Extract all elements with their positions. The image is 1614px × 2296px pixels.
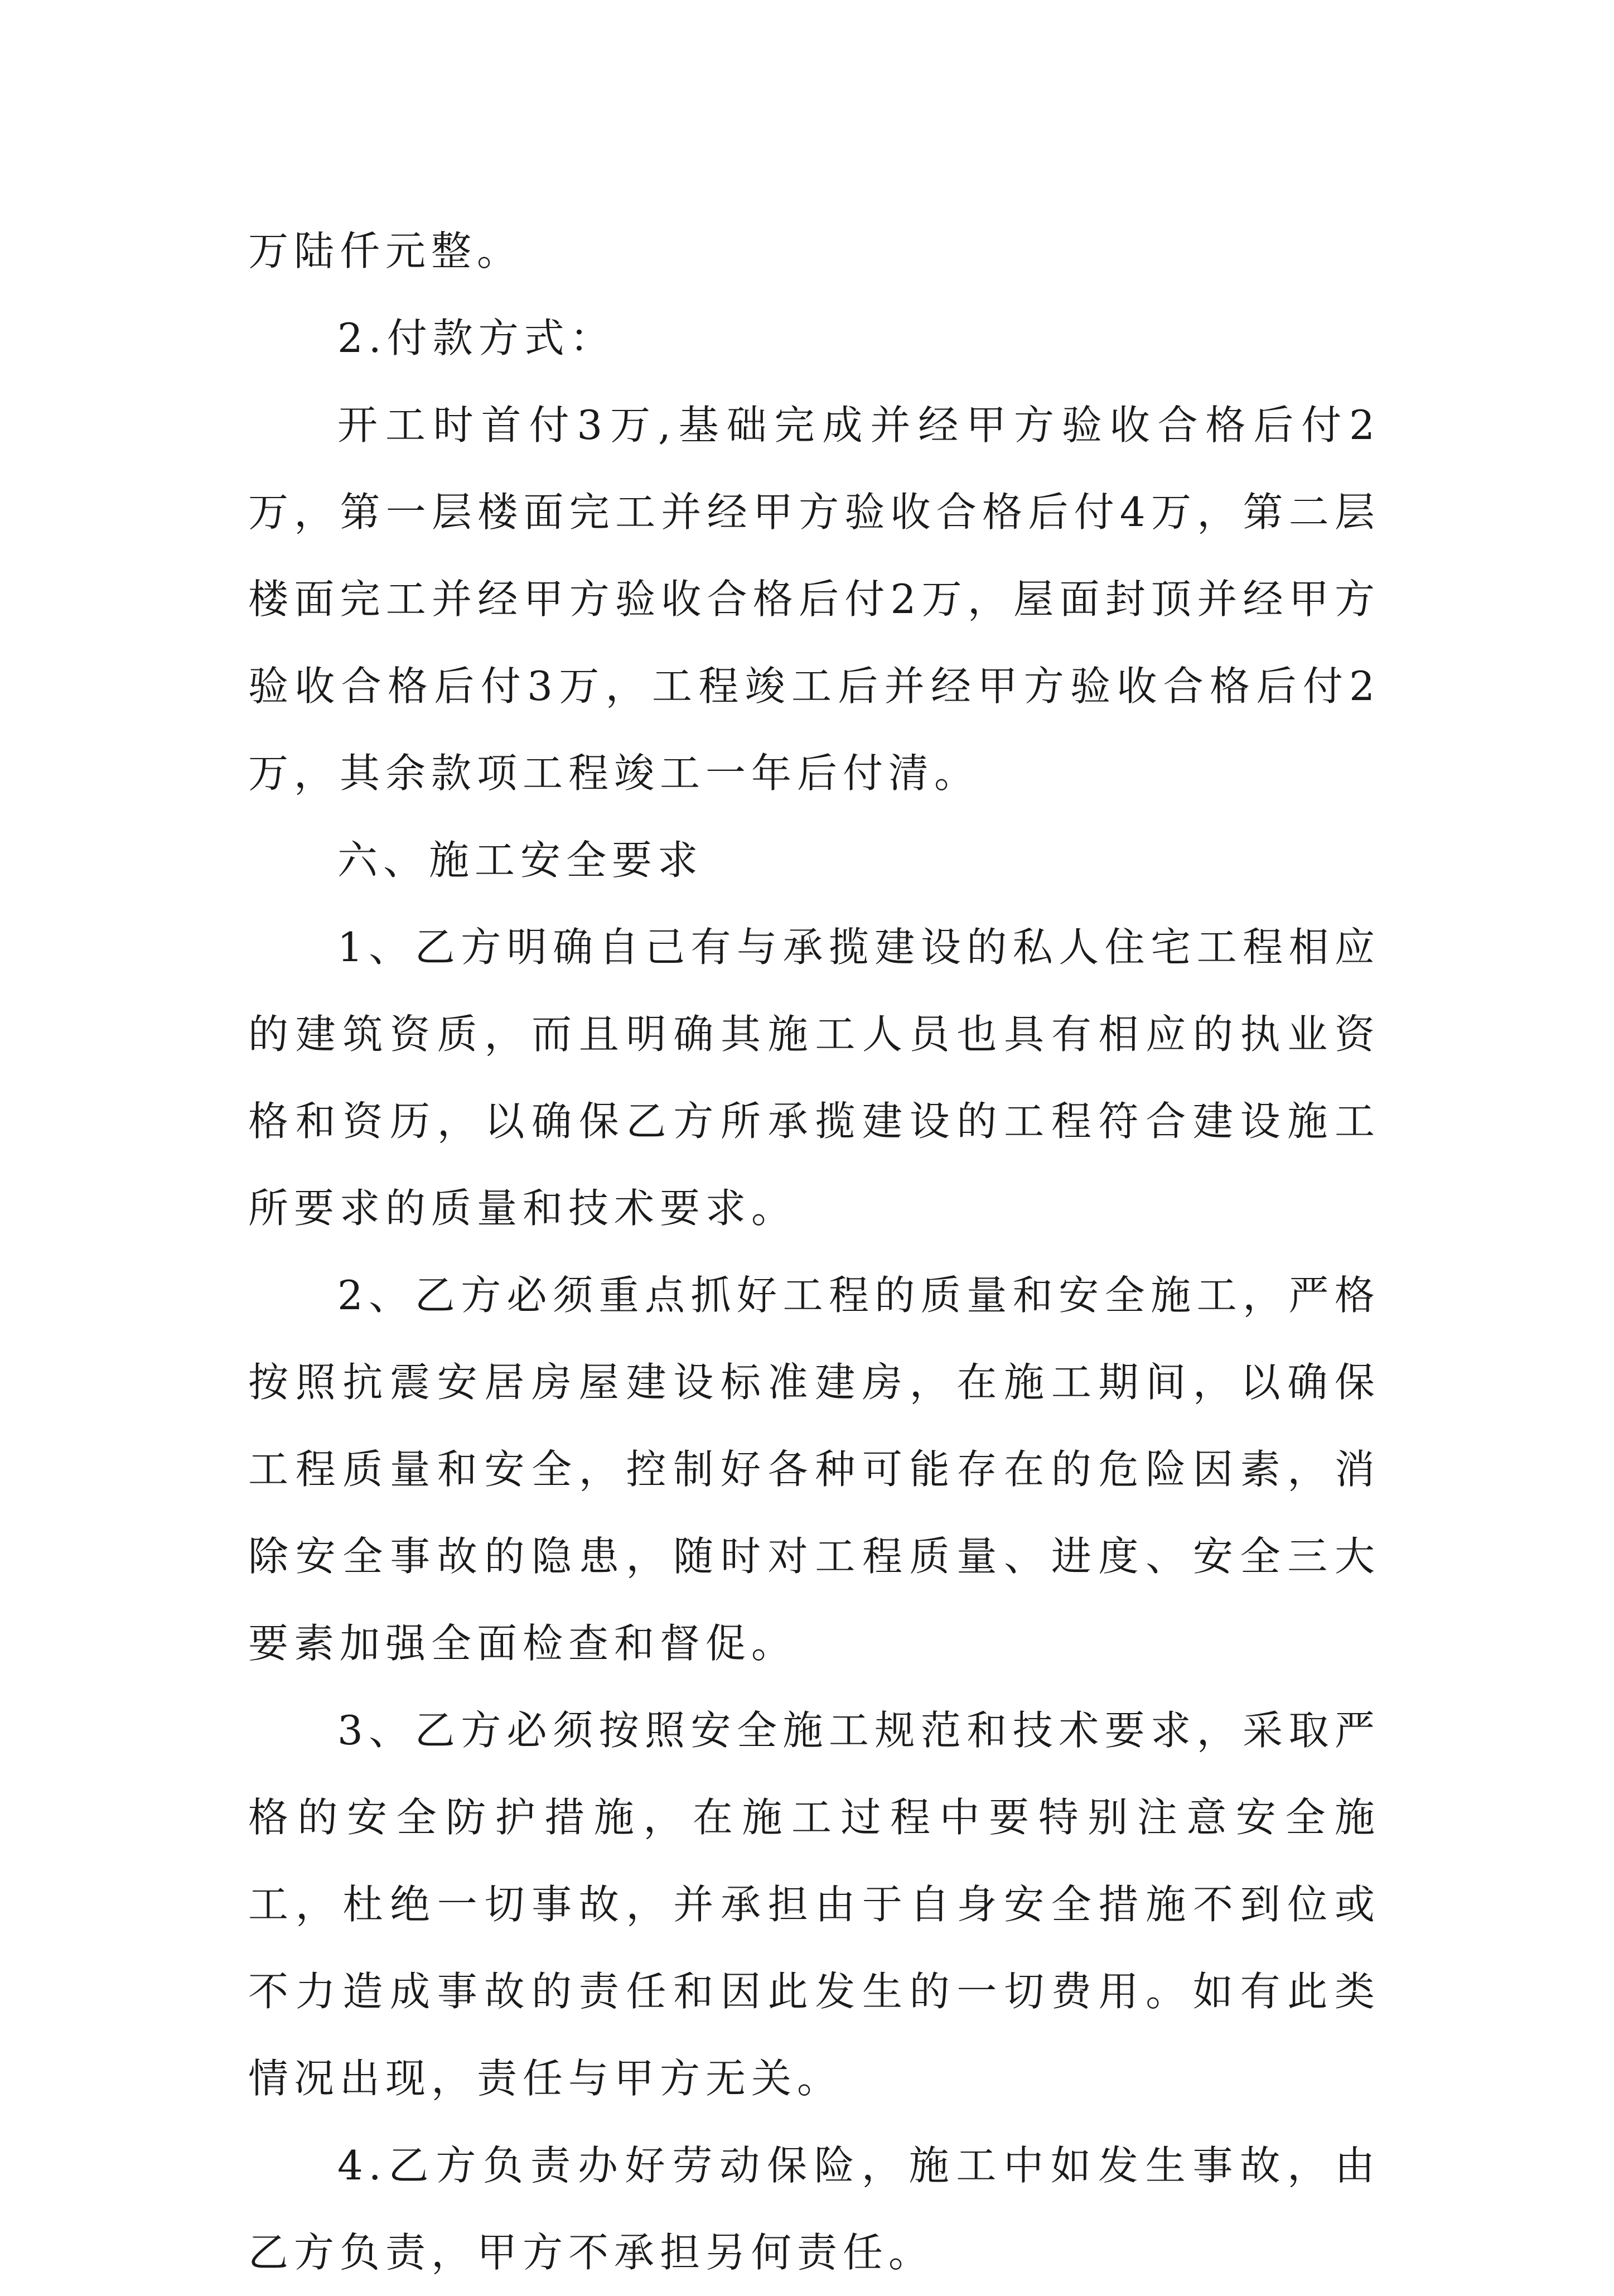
paragraph-payment-method-heading: 2.付款方式： (337, 315, 616, 361)
document-body (248, 208, 1380, 2296)
paragraph-safety-item-3: 3、乙方必须按照安全施工规范和技术要求，采取严格的安全防护措施，在施工过程中要特别注意安全施工，杜绝一切事故，并承担由于自身安全措施不到位或不力造成事故的责任和因此发生的一切费用。如有此类情况出现，责任与甲方无关。 (248, 1707, 1380, 2102)
paragraph-payment-schedule: 开工时首付3万,基础完成并经甲方验收合格后付2万，第一层楼面完工并经甲方验收合格后付4万，第二层楼面完工并经甲方验收合格后付2万，屋面封顶并经甲方验收合格后付3万，工程竣工后并经甲方验收合格后付2万，其余款项工程竣工一年后付清。 (248, 402, 1380, 797)
paragraph-continuation: 万陆仟元整。 (248, 228, 523, 274)
paragraph-safety-item-4: 4.乙方负责办好劳动保险，施工中如发生事故，由乙方负责，甲方不承担另何责任。 (248, 2142, 1380, 2276)
section-heading-safety: 六、施工安全要求 (337, 837, 704, 884)
paragraph-safety-item-2: 2、乙方必须重点抓好工程的质量和安全施工，严格按照抗震安居房屋建设标准建房，在施工期间，以确保工程质量和安全，控制好各种可能存在的危险因素，消除安全事故的隐患，随时对工程质量、进度、安全三大要素加强全面检查和督促。 (248, 1272, 1380, 1667)
paragraph-safety-item-1: 1、乙方明确自己有与承揽建设的私人住宅工程相应的建筑资质，而且明确其施工人员也具有相应的执业资格和资历，以确保乙方所承揽建设的工程符合建设施工所要求的质量和技术要求。 (248, 924, 1380, 1232)
